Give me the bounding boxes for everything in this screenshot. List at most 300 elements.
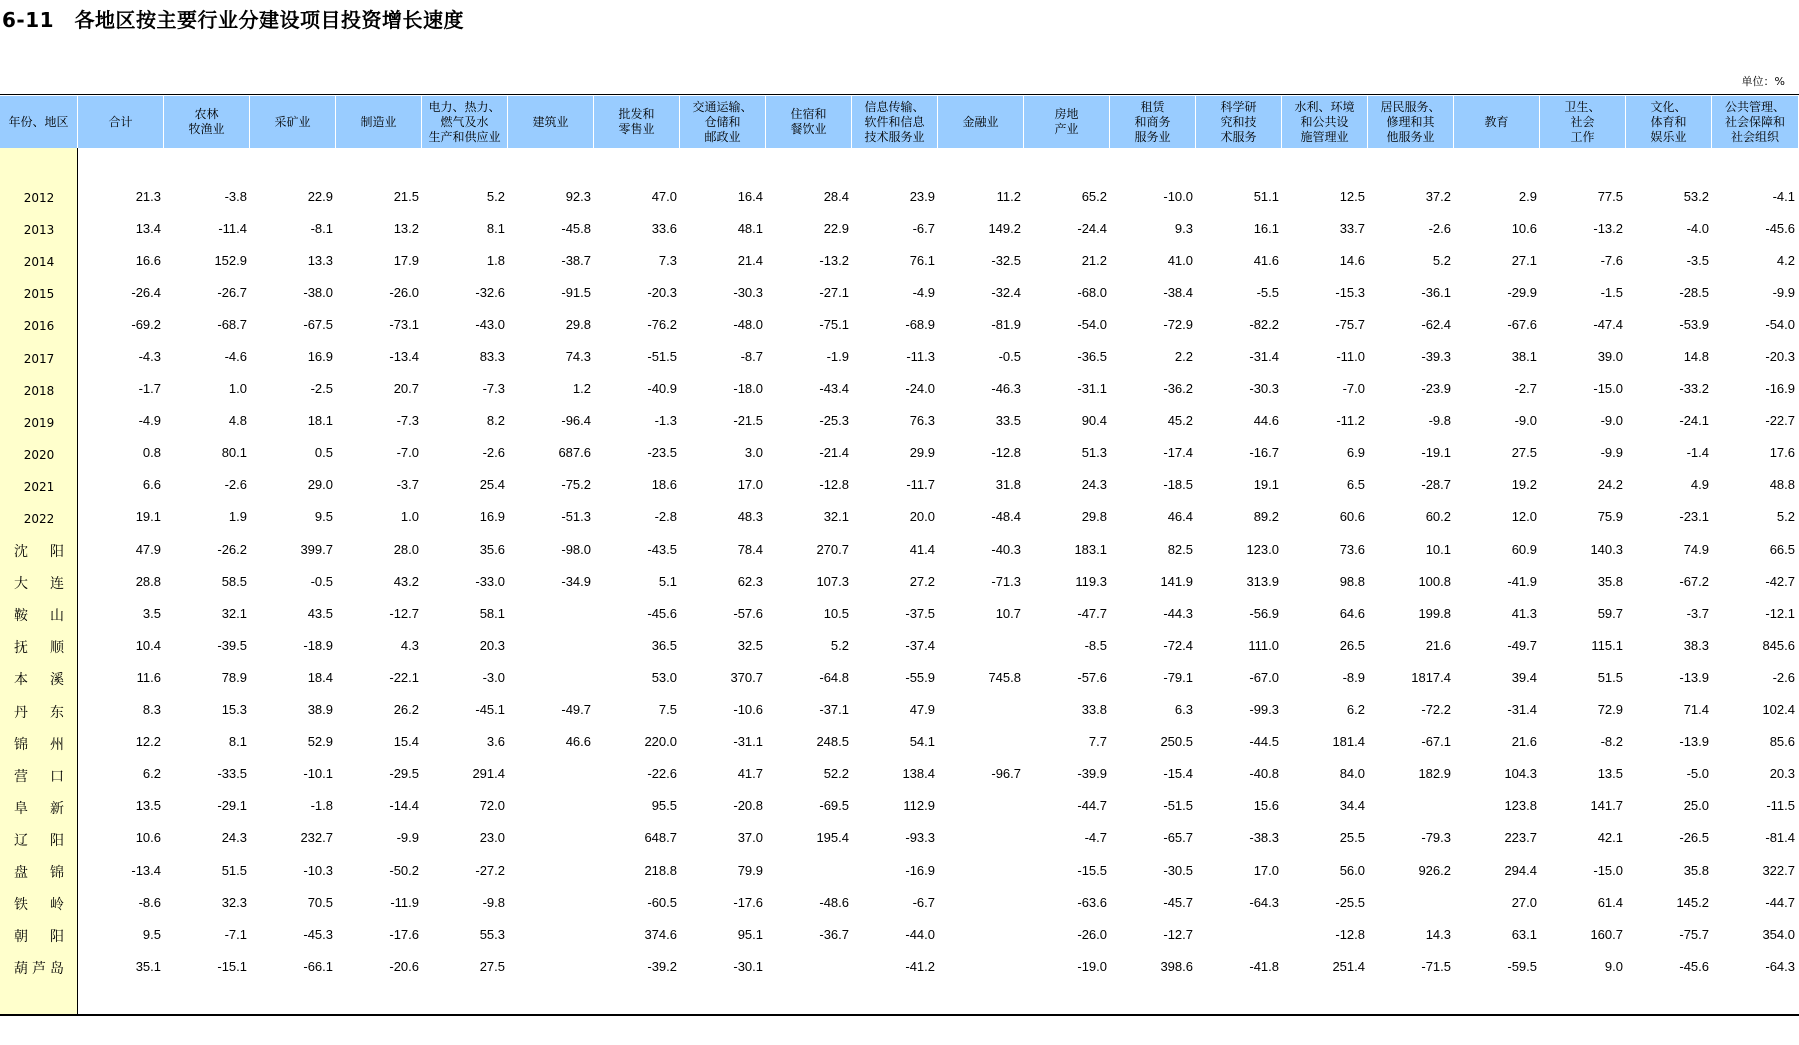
table-cell: -13.2 xyxy=(1593,220,1623,236)
table-cell: 313.9 xyxy=(1246,573,1279,589)
table-cell: 43.5 xyxy=(307,605,333,621)
table-cell: 119.3 xyxy=(1075,573,1107,589)
table-cell: -45.6 xyxy=(1765,220,1795,236)
region-label: 锦 州 xyxy=(14,736,64,753)
table-row xyxy=(0,597,1799,629)
table-cell: 232.7 xyxy=(300,830,333,846)
table-cell: 29.8 xyxy=(565,316,591,332)
table-cell: 6.2 xyxy=(142,766,161,782)
table-cell: 398.6 xyxy=(1160,958,1193,974)
table-cell: 43.2 xyxy=(393,573,419,589)
year-label: 2017 xyxy=(23,351,55,366)
table-row xyxy=(0,437,1799,469)
table-cell: 5.2 xyxy=(1432,252,1451,268)
table-cell: -41.8 xyxy=(1249,958,1279,974)
table-row xyxy=(0,308,1799,340)
table-cell: -57.6 xyxy=(733,605,763,621)
table-cell: -75.1 xyxy=(819,316,849,332)
table-cell: 7.7 xyxy=(1088,734,1107,750)
table-cell: 141.7 xyxy=(1590,798,1623,814)
region-label: 辽 阳 xyxy=(14,832,64,849)
table-cell: -2.6 xyxy=(224,477,247,493)
table-cell: -73.1 xyxy=(389,316,419,332)
table-cell: -38.0 xyxy=(303,284,333,300)
table-cell: -37.4 xyxy=(905,637,935,653)
table-cell: 39.4 xyxy=(1511,669,1537,685)
table-cell: 111.0 xyxy=(1248,637,1279,653)
table-row xyxy=(0,180,1799,212)
table-cell: -4.7 xyxy=(1084,830,1107,846)
table-cell: -1.9 xyxy=(826,349,849,365)
table-cell: 123.8 xyxy=(1504,798,1537,814)
table-cell: -39.9 xyxy=(1077,766,1107,782)
table-cell: -16.7 xyxy=(1249,445,1279,461)
table-cell: -51.5 xyxy=(647,349,677,365)
table-cell: -23.9 xyxy=(1421,381,1451,397)
top-rule xyxy=(0,94,1799,95)
table-cell: -7.1 xyxy=(224,926,247,942)
table-cell: -9.0 xyxy=(1600,413,1623,429)
table-cell: 28.4 xyxy=(823,188,849,204)
region-label: 丹 东 xyxy=(14,704,64,721)
region-label: 抚 顺 xyxy=(14,640,64,657)
table-cell: 51.3 xyxy=(1081,445,1107,461)
table-cell: 77.5 xyxy=(1597,188,1623,204)
table-cell: 160.7 xyxy=(1590,926,1623,942)
table-cell: -68.0 xyxy=(1077,284,1107,300)
table-cell: 5.1 xyxy=(658,573,677,589)
region-label: 本 溪 xyxy=(14,672,64,689)
table-cell: 35.8 xyxy=(1597,573,1623,589)
table-cell: -44.7 xyxy=(1077,798,1107,814)
table-cell: -17.6 xyxy=(733,894,763,910)
table-row xyxy=(0,276,1799,308)
table-cell: 21.6 xyxy=(1425,637,1451,653)
table-cell: -1.4 xyxy=(1686,445,1709,461)
table-cell: 1.0 xyxy=(228,381,247,397)
table-cell: 8.1 xyxy=(486,220,505,236)
table-cell: 20.3 xyxy=(1769,766,1795,782)
table-cell: -16.9 xyxy=(905,862,935,878)
table-row xyxy=(0,533,1799,565)
table-cell: -15.3 xyxy=(1335,284,1365,300)
table-cell: -36.5 xyxy=(1077,349,1107,365)
table-cell: 183.1 xyxy=(1074,541,1107,557)
table-cell: -31.1 xyxy=(1077,381,1107,397)
table-cell: -75.7 xyxy=(1679,926,1709,942)
table-cell: 152.9 xyxy=(214,252,247,268)
table-cell: -3.8 xyxy=(224,188,247,204)
table-cell: -12.8 xyxy=(991,445,1021,461)
table-cell: 17.9 xyxy=(393,252,419,268)
table-cell: -67.1 xyxy=(1421,734,1451,750)
year-label: 2022 xyxy=(23,511,55,526)
table-cell: 60.2 xyxy=(1425,509,1451,525)
table-cell: -79.3 xyxy=(1421,830,1451,846)
table-cell: -12.8 xyxy=(1335,926,1365,942)
table-cell: -45.6 xyxy=(647,605,677,621)
table-cell: 13.5 xyxy=(1597,766,1623,782)
table-cell: 399.7 xyxy=(300,541,333,557)
table-cell: -28.7 xyxy=(1421,477,1451,493)
table-cell: 84.0 xyxy=(1339,766,1365,782)
table-cell: 61.4 xyxy=(1597,894,1623,910)
table-cell: -30.3 xyxy=(1249,381,1279,397)
table-cell: 60.6 xyxy=(1339,509,1365,525)
table-cell: -45.3 xyxy=(303,926,333,942)
table-cell: 12.0 xyxy=(1511,509,1537,525)
table-row xyxy=(0,758,1799,790)
table-cell: 223.7 xyxy=(1504,830,1537,846)
table-body xyxy=(0,180,1799,982)
table-cell: 1817.4 xyxy=(1411,669,1451,685)
table-header xyxy=(0,96,1798,148)
table-cell: -24.1 xyxy=(1679,413,1709,429)
table-cell: 18.4 xyxy=(307,669,333,685)
table-cell: 65.2 xyxy=(1081,188,1107,204)
table-cell: -3.0 xyxy=(482,669,505,685)
table-cell: -0.5 xyxy=(310,573,333,589)
table-cell: -82.2 xyxy=(1249,316,1279,332)
table-cell: -49.7 xyxy=(561,702,591,718)
region-label: 朝 阳 xyxy=(14,929,64,946)
table-cell: -6.7 xyxy=(912,894,935,910)
column-header: 房地 产业 xyxy=(1024,96,1110,148)
table-cell: -8.2 xyxy=(1600,734,1623,750)
table-cell: 16.9 xyxy=(479,509,505,525)
table-cell: -4.9 xyxy=(138,413,161,429)
table-cell: -17.6 xyxy=(389,926,419,942)
table-cell: 52.2 xyxy=(823,766,849,782)
table-cell: -56.9 xyxy=(1249,605,1279,621)
column-header: 住宿和 餐饮业 xyxy=(766,96,852,148)
table-cell: 15.6 xyxy=(1253,798,1279,814)
table-cell: 27.1 xyxy=(1511,252,1537,268)
table-cell: 9.3 xyxy=(1174,220,1193,236)
table-cell: 82.5 xyxy=(1167,541,1193,557)
table-cell: 322.7 xyxy=(1762,862,1795,878)
table-cell: 72.0 xyxy=(479,798,505,814)
table-cell: -66.1 xyxy=(303,958,333,974)
table-cell: 25.4 xyxy=(479,477,505,493)
table-cell: -45.8 xyxy=(561,220,591,236)
table-cell: 3.5 xyxy=(142,605,161,621)
table-cell: 39.0 xyxy=(1597,349,1623,365)
table-cell: 10.4 xyxy=(135,637,161,653)
table-cell: 294.4 xyxy=(1504,862,1537,878)
table-cell: -64.3 xyxy=(1249,894,1279,910)
region-label: 鞍 山 xyxy=(14,608,64,625)
table-cell: -12.1 xyxy=(1765,605,1795,621)
table-cell: -4.3 xyxy=(138,349,161,365)
table-cell: -18.5 xyxy=(1163,477,1193,493)
table-cell: -11.0 xyxy=(1336,349,1365,365)
table-cell: -37.1 xyxy=(819,702,849,718)
table-cell: 4.8 xyxy=(228,413,247,429)
table-cell: -2.6 xyxy=(482,445,505,461)
table-cell: -72.9 xyxy=(1163,316,1193,332)
table-cell: 1.9 xyxy=(228,509,247,525)
table-cell: 78.9 xyxy=(221,669,247,685)
table-cell: -26.7 xyxy=(217,284,247,300)
table-cell: -8.1 xyxy=(310,220,333,236)
table-cell: -11.5 xyxy=(1766,798,1795,814)
table-cell: 27.5 xyxy=(1511,445,1537,461)
table-cell: -20.8 xyxy=(733,798,763,814)
table-cell: 95.1 xyxy=(737,926,763,942)
table-cell: 10.1 xyxy=(1425,541,1451,557)
table-cell: 4.2 xyxy=(1776,252,1795,268)
table-cell: -43.0 xyxy=(475,316,505,332)
table-cell: 71.4 xyxy=(1683,702,1709,718)
table-cell: 28.0 xyxy=(393,541,419,557)
table-cell: -59.5 xyxy=(1507,958,1537,974)
table-cell: 251.4 xyxy=(1332,958,1365,974)
column-header: 金融业 xyxy=(938,96,1024,148)
table-cell: 79.9 xyxy=(737,862,763,878)
table-cell: -4.9 xyxy=(912,284,935,300)
table-cell: -67.6 xyxy=(1507,316,1537,332)
table-cell: 47.9 xyxy=(909,702,935,718)
table-cell: -99.3 xyxy=(1249,702,1279,718)
table-cell: 72.9 xyxy=(1597,702,1623,718)
table-cell: 21.4 xyxy=(737,252,763,268)
table-cell: 19.1 xyxy=(135,509,161,525)
table-cell: -7.3 xyxy=(482,381,505,397)
table-cell: 31.8 xyxy=(995,477,1021,493)
table-cell: 55.3 xyxy=(479,926,505,942)
year-label: 2016 xyxy=(23,319,55,334)
table-cell: -5.5 xyxy=(1256,284,1279,300)
region-label: 葫 芦 岛 xyxy=(14,961,64,978)
table-cell: -48.4 xyxy=(991,509,1021,525)
table-cell: 745.8 xyxy=(988,669,1021,685)
table-cell: -39.2 xyxy=(647,958,677,974)
table-cell: 16.4 xyxy=(737,188,763,204)
table-cell: 33.7 xyxy=(1339,220,1365,236)
table-cell: -38.7 xyxy=(561,252,591,268)
table-row xyxy=(0,886,1799,918)
table-cell: -7.3 xyxy=(396,413,419,429)
table-cell: 195.4 xyxy=(816,830,849,846)
table-cell: -30.1 xyxy=(733,958,763,974)
table-cell: 17.6 xyxy=(1769,445,1795,461)
table-cell: -69.5 xyxy=(819,798,849,814)
table-cell: -32.6 xyxy=(475,284,505,300)
table-cell: -2.6 xyxy=(1428,220,1451,236)
year-label: 2013 xyxy=(23,223,55,238)
table-cell: -15.1 xyxy=(217,958,247,974)
table-cell: 15.3 xyxy=(221,702,247,718)
table-cell: 0.5 xyxy=(314,445,333,461)
region-label: 大 连 xyxy=(14,576,64,593)
table-cell: 38.1 xyxy=(1511,349,1537,365)
table-cell: 102.4 xyxy=(1762,702,1795,718)
region-label: 铁 岭 xyxy=(14,897,64,914)
table-cell: -63.6 xyxy=(1077,894,1107,910)
table-cell: 32.1 xyxy=(823,509,849,525)
table-cell: -11.9 xyxy=(390,894,419,910)
table-cell: 35.6 xyxy=(479,541,505,557)
table-cell: 60.9 xyxy=(1511,541,1537,557)
table-cell: 76.3 xyxy=(909,413,935,429)
table-cell: -41.9 xyxy=(1507,573,1537,589)
table-cell: -46.3 xyxy=(991,381,1021,397)
table-cell: -43.4 xyxy=(819,381,849,397)
table-cell: -47.7 xyxy=(1077,605,1107,621)
table-cell: 12.5 xyxy=(1339,188,1365,204)
table-cell: -36.7 xyxy=(819,926,849,942)
table-cell: 9.5 xyxy=(142,926,161,942)
column-header: 合计 xyxy=(78,96,164,148)
table-cell: 220.0 xyxy=(644,734,677,750)
table-cell: 11.2 xyxy=(996,188,1021,204)
table-cell: 141.9 xyxy=(1160,573,1193,589)
table-cell: -18.0 xyxy=(733,381,763,397)
table-cell: -38.4 xyxy=(1163,284,1193,300)
table-cell: 21.2 xyxy=(1081,252,1107,268)
table-cell: 54.1 xyxy=(909,734,935,750)
table-cell: 9.0 xyxy=(1604,958,1623,974)
table-cell: -69.2 xyxy=(131,316,161,332)
table-cell: 10.5 xyxy=(823,605,849,621)
table-cell: 73.6 xyxy=(1339,541,1365,557)
table-cell: 33.6 xyxy=(651,220,677,236)
table-cell: 6.5 xyxy=(1346,477,1365,493)
table-cell: -22.7 xyxy=(1765,413,1795,429)
table-cell: -29.1 xyxy=(217,798,247,814)
year-label: 2019 xyxy=(23,415,55,430)
table-cell: 42.1 xyxy=(1597,830,1623,846)
table-cell: -11.3 xyxy=(906,349,935,365)
table-cell: -2.6 xyxy=(1772,669,1795,685)
table-cell: -75.2 xyxy=(561,477,591,493)
table-cell: 3.6 xyxy=(486,734,505,750)
table-cell: 123.0 xyxy=(1246,541,1279,557)
table-cell: -25.5 xyxy=(1335,894,1365,910)
table-cell: 51.5 xyxy=(221,862,247,878)
table-cell: -41.2 xyxy=(905,958,935,974)
table-cell: 21.3 xyxy=(135,188,161,204)
table-cell: 10.7 xyxy=(995,605,1021,621)
table-cell: 5.2 xyxy=(486,188,505,204)
table-cell: 6.3 xyxy=(1174,702,1193,718)
table-cell: -43.5 xyxy=(647,541,677,557)
table-cell: -16.9 xyxy=(1765,381,1795,397)
table-cell: -40.8 xyxy=(1249,766,1279,782)
table-cell: 17.0 xyxy=(737,477,763,493)
column-header: 建筑业 xyxy=(508,96,594,148)
table-cell: 13.3 xyxy=(307,252,333,268)
table-cell: 374.6 xyxy=(644,926,677,942)
table-cell: 26.2 xyxy=(393,702,419,718)
table-cell: -31.4 xyxy=(1507,702,1537,718)
table-cell: -30.5 xyxy=(1163,862,1193,878)
table-cell: 112.9 xyxy=(903,798,935,814)
column-header: 制造业 xyxy=(336,96,422,148)
table-cell: 41.7 xyxy=(737,766,763,782)
table-cell: -26.4 xyxy=(131,284,161,300)
table-cell: -68.9 xyxy=(905,316,935,332)
table-cell: -18.9 xyxy=(303,637,333,653)
table-cell: -2.8 xyxy=(654,509,677,525)
table-cell: 58.5 xyxy=(221,573,247,589)
table-cell: -9.9 xyxy=(1600,445,1623,461)
bottom-rule xyxy=(0,1014,1799,1016)
table-cell: 51.1 xyxy=(1253,188,1279,204)
table-cell: -64.3 xyxy=(1765,958,1795,974)
table-cell: -48.0 xyxy=(733,316,763,332)
table-cell: 18.6 xyxy=(651,477,677,493)
table-cell: 63.1 xyxy=(1511,926,1537,942)
table-cell: -2.7 xyxy=(1514,381,1537,397)
table-cell: 107.3 xyxy=(816,573,849,589)
table-cell: 29.0 xyxy=(307,477,333,493)
table-cell: 32.3 xyxy=(221,894,247,910)
table-cell: 98.8 xyxy=(1339,573,1365,589)
table-cell: 22.9 xyxy=(823,220,849,236)
table-cell: -29.5 xyxy=(389,766,419,782)
region-label: 盘 锦 xyxy=(14,865,64,882)
table-cell: 182.9 xyxy=(1418,766,1451,782)
table-cell: -13.9 xyxy=(1679,734,1709,750)
table-cell: 218.8 xyxy=(644,862,677,878)
table-cell: 46.4 xyxy=(1167,509,1193,525)
table-cell: 47.0 xyxy=(651,188,677,204)
table-cell: -1.5 xyxy=(1600,284,1623,300)
table-cell: 2.2 xyxy=(1174,349,1193,365)
table-cell: 33.8 xyxy=(1081,702,1107,718)
table-cell: -33.2 xyxy=(1679,381,1709,397)
table-cell: 149.2 xyxy=(988,220,1021,236)
table-cell: 10.6 xyxy=(135,830,161,846)
table-cell: -64.8 xyxy=(819,669,849,685)
table-cell: 5.2 xyxy=(830,637,849,653)
table-cell: 52.9 xyxy=(307,734,333,750)
column-header: 水利、环境 和公共设 施管理业 xyxy=(1282,96,1368,148)
table-cell: -1.3 xyxy=(654,413,677,429)
column-header: 信息传输、 软件和信息 技术服务业 xyxy=(852,96,938,148)
table-cell: -24.4 xyxy=(1077,220,1107,236)
table-cell: 41.3 xyxy=(1511,605,1537,621)
table-cell: 47.9 xyxy=(135,541,161,557)
table-cell: 89.2 xyxy=(1253,509,1279,525)
table-cell: -15.4 xyxy=(1163,766,1193,782)
table-cell: 248.5 xyxy=(816,734,849,750)
table-cell: 16.9 xyxy=(307,349,333,365)
table-cell: 38.3 xyxy=(1683,637,1709,653)
table-cell: -12.7 xyxy=(1163,926,1193,942)
table-cell: 27.2 xyxy=(909,573,935,589)
column-header: 卫生、 社会 工作 xyxy=(1540,96,1626,148)
table-cell: 27.0 xyxy=(1511,894,1537,910)
table-cell: -10.0 xyxy=(1163,188,1193,204)
table-cell: -12.8 xyxy=(819,477,849,493)
table-cell: 48.1 xyxy=(737,220,763,236)
table-cell: -32.5 xyxy=(991,252,1021,268)
unit-label: 单位：% xyxy=(1741,75,1785,88)
column-header: 公共管理、 社会保障和 社会组织 xyxy=(1712,96,1798,148)
table-cell: 845.6 xyxy=(1762,637,1795,653)
table-row xyxy=(0,244,1799,276)
table-cell: -29.9 xyxy=(1507,284,1537,300)
year-label: 2015 xyxy=(23,287,55,302)
table-cell: -91.5 xyxy=(561,284,591,300)
table-cell: -53.9 xyxy=(1679,316,1709,332)
table-cell: 41.0 xyxy=(1167,252,1193,268)
table-cell: 8.3 xyxy=(142,702,161,718)
table-cell: -67.5 xyxy=(303,316,333,332)
